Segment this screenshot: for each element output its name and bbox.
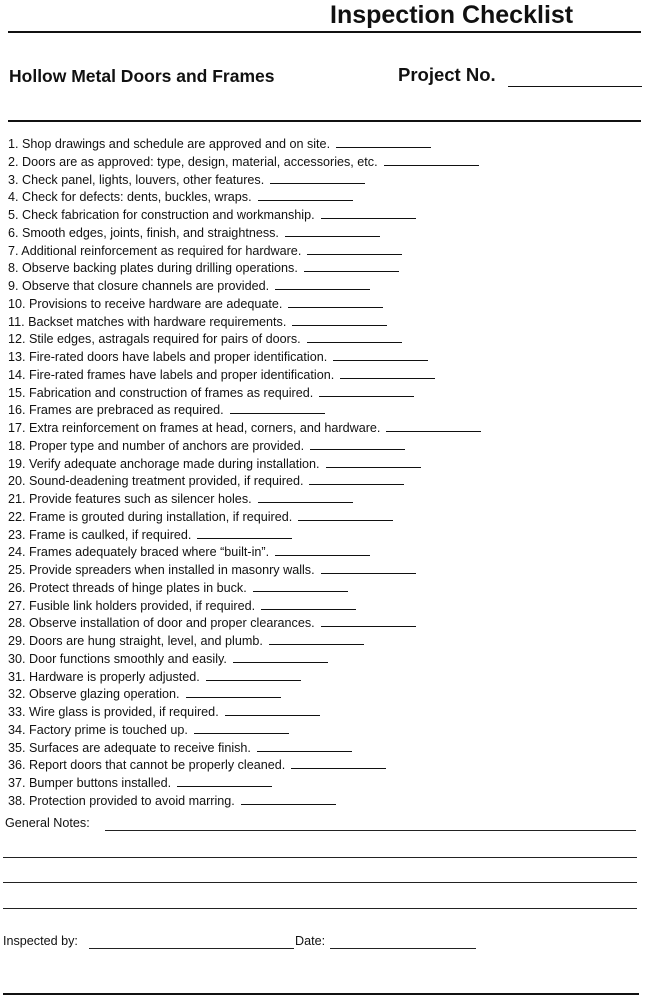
checklist-item-text: 2. Doors are as approved: type, design, material, accessories, etc. [8, 154, 378, 169]
checklist-item-blank[interactable] [261, 609, 356, 610]
project-number-field[interactable] [508, 86, 642, 87]
checklist-item-blank[interactable] [177, 786, 272, 787]
checklist-item-text: 12. Stile edges, astragals required for pairs of doors. [8, 332, 301, 347]
checklist-item [8, 154, 481, 172]
checklist-item [8, 189, 481, 207]
checklist-item [8, 722, 481, 740]
checklist-item-text: 10. Provisions to receive hardware are adequate. [8, 296, 283, 311]
checklist-item [8, 420, 481, 438]
project-number-label: Project No. [398, 64, 496, 85]
checklist-item-blank[interactable] [186, 697, 281, 698]
date-field[interactable] [330, 948, 476, 949]
checklist-item-text: 21. Provide features such as silencer holes. [8, 492, 252, 506]
checklist-item-text: 17. Extra reinforcement on frames at head, corners, and hardware. [8, 421, 381, 435]
checklist-item-blank[interactable] [253, 591, 348, 592]
header-rule [8, 120, 641, 122]
checklist-item [8, 740, 481, 758]
checklist-item-blank[interactable] [326, 467, 421, 468]
checklist-item-blank[interactable] [309, 484, 404, 485]
checklist-item [8, 704, 481, 722]
document-subtitle: Hollow Metal Doors and Frames [9, 66, 275, 86]
checklist-item-text: 11. Backset matches with hardware requirements. [8, 314, 287, 329]
checklist-item-blank[interactable] [275, 555, 370, 556]
checklist-item [8, 456, 481, 474]
checklist-item-text: 24. Frames adequately braced where “built-in”. [8, 545, 270, 560]
checklist-item-blank[interactable] [336, 147, 431, 148]
checklist-item [8, 509, 481, 527]
checklist-item [8, 331, 481, 349]
checklist-item-text: 25. Provide spreaders when installed in masonry walls. [8, 563, 315, 577]
checklist-item [8, 402, 481, 420]
checklist-item [8, 793, 481, 811]
checklist-item-blank[interactable] [333, 360, 428, 361]
checklist-item-text: 6. Smooth edges, joints, finish, and straightness. [8, 225, 279, 240]
checklist-item-text: 20. Sound-deadening treatment provided, if required. [8, 474, 304, 489]
checklist-item-blank[interactable] [269, 644, 364, 645]
checklist-item-text: 27. Fusible link holders provided, if required. [8, 598, 256, 613]
checklist-item [8, 527, 481, 545]
checklist-item [8, 580, 481, 598]
checklist-item [8, 296, 481, 314]
general-notes-line-3[interactable] [3, 882, 637, 883]
checklist-item [8, 651, 481, 669]
general-notes-line-4[interactable] [3, 908, 637, 909]
checklist-item [8, 314, 481, 332]
checklist-item-blank[interactable] [304, 271, 399, 272]
checklist-item [8, 615, 481, 633]
checklist-item-text: 26. Protect threads of hinge plates in buck. [8, 580, 247, 595]
checklist-item [8, 686, 481, 704]
checklist-item-text: 3. Check panel, lights, louvers, other features. [8, 172, 265, 187]
checklist-item-blank[interactable] [307, 342, 402, 343]
checklist-item [8, 225, 481, 243]
checklist-item-blank[interactable] [257, 751, 352, 752]
checklist-item [8, 243, 481, 261]
checklist-item-text: 36. Report doors that cannot be properly cleaned. [8, 758, 286, 773]
checklist-item-text: 31. Hardware is properly adjusted. [8, 669, 200, 684]
checklist-item [8, 278, 481, 296]
checklist-item [8, 207, 481, 225]
title-underline [8, 31, 641, 33]
checklist-item [8, 172, 481, 190]
checklist-item [8, 260, 481, 278]
checklist-item-text: 35. Surfaces are adequate to receive finish. [8, 740, 251, 755]
general-notes-line-2[interactable] [3, 857, 637, 858]
checklist-item [8, 385, 481, 403]
checklist-item-blank[interactable] [288, 307, 383, 308]
checklist-item-text: 37. Bumper buttons installed. [8, 776, 172, 790]
checklist-item-blank[interactable] [321, 218, 416, 219]
checklist-item-text: 38. Protection provided to avoid marring. [8, 793, 235, 808]
checklist-item-blank[interactable] [321, 626, 416, 627]
checklist-item [8, 598, 481, 616]
checklist-item-blank[interactable] [258, 200, 353, 201]
checklist-item-text: 8. Observe backing plates during drilling operations. [8, 261, 298, 276]
page-title: Inspection Checklist [330, 1, 574, 29]
checklist-item-text: 16. Frames are prebraced as required. [8, 403, 224, 418]
checklist-item [8, 473, 481, 491]
footer-rule [3, 993, 639, 995]
date-label: Date: [295, 934, 326, 948]
checklist-item [8, 491, 481, 509]
checklist-item-blank[interactable] [206, 680, 301, 681]
checklist-item-blank[interactable] [225, 715, 320, 716]
checklist-item-blank[interactable] [258, 502, 353, 503]
checklist-item [8, 757, 481, 775]
checklist [8, 136, 481, 811]
checklist-item-blank[interactable] [194, 733, 289, 734]
checklist-item [8, 669, 481, 687]
checklist-item-text: 7. Additional reinforcement as required for hardware. [8, 243, 302, 258]
general-notes-line-1[interactable] [105, 830, 636, 831]
checklist-item-blank[interactable] [307, 254, 402, 255]
checklist-item-text: 15. Fabrication and construction of frames as required. [8, 385, 314, 400]
checklist-item-blank[interactable] [310, 449, 405, 450]
checklist-item-text: 28. Observe installation of door and proper clearances. [8, 616, 315, 631]
checklist-item [8, 633, 481, 651]
checklist-item-blank[interactable] [291, 768, 386, 769]
checklist-item-text: 19. Verify adequate anchorage made during installation. [8, 456, 320, 471]
checklist-item [8, 544, 481, 562]
checklist-item-text: 34. Factory prime is touched up. [8, 722, 188, 737]
checklist-item-text: 4. Check for defects: dents, buckles, wraps. [8, 190, 252, 205]
checklist-item-text: 18. Proper type and number of anchors are provided. [8, 438, 305, 453]
checklist-item [8, 562, 481, 580]
inspected-by-field[interactable] [89, 948, 294, 949]
checklist-item-blank[interactable] [197, 538, 292, 539]
checklist-item-blank[interactable] [292, 325, 387, 326]
checklist-item-blank[interactable] [321, 573, 416, 574]
checklist-item-text: 13. Fire-rated doors have labels and proper identification. [8, 350, 328, 364]
checklist-item-text: 32. Observe glazing operation. [8, 687, 180, 702]
checklist-item-blank[interactable] [275, 289, 370, 290]
checklist-item [8, 367, 481, 385]
checklist-item-text: 23. Frame is caulked, if required. [8, 527, 192, 542]
inspected-by-label: Inspected by: [3, 934, 78, 948]
checklist-item-blank[interactable] [230, 413, 325, 414]
checklist-item-text: 9. Observe that closure channels are provided. [8, 279, 270, 293]
checklist-item-blank[interactable] [241, 804, 336, 805]
checklist-item-blank[interactable] [270, 183, 365, 184]
checklist-item-blank[interactable] [233, 662, 328, 663]
checklist-item-blank[interactable] [386, 431, 481, 432]
checklist-item-text: 1. Shop drawings and schedule are approved and on site. [8, 137, 331, 151]
checklist-item-text: 5. Check fabrication for construction and workmanship. [8, 208, 315, 222]
checklist-item [8, 438, 481, 456]
checklist-item [8, 775, 481, 793]
checklist-item-text: 14. Fire-rated frames have labels and proper identification. [8, 367, 335, 382]
checklist-item-blank[interactable] [319, 396, 414, 397]
checklist-item [8, 349, 481, 367]
checklist-item-blank[interactable] [340, 378, 435, 379]
checklist-item-text: 29. Doors are hung straight, level, and plumb. [8, 634, 263, 648]
general-notes-label: General Notes: [5, 816, 90, 830]
checklist-item-text: 30. Door functions smoothly and easily. [8, 651, 227, 666]
checklist-item-blank[interactable] [298, 520, 393, 521]
checklist-item-text: 33. Wire glass is provided, if required. [8, 705, 219, 719]
checklist-item [8, 136, 481, 154]
checklist-item-blank[interactable] [384, 165, 479, 166]
checklist-item-blank[interactable] [285, 236, 380, 237]
checklist-item-text: 22. Frame is grouted during installation, if required. [8, 509, 293, 524]
